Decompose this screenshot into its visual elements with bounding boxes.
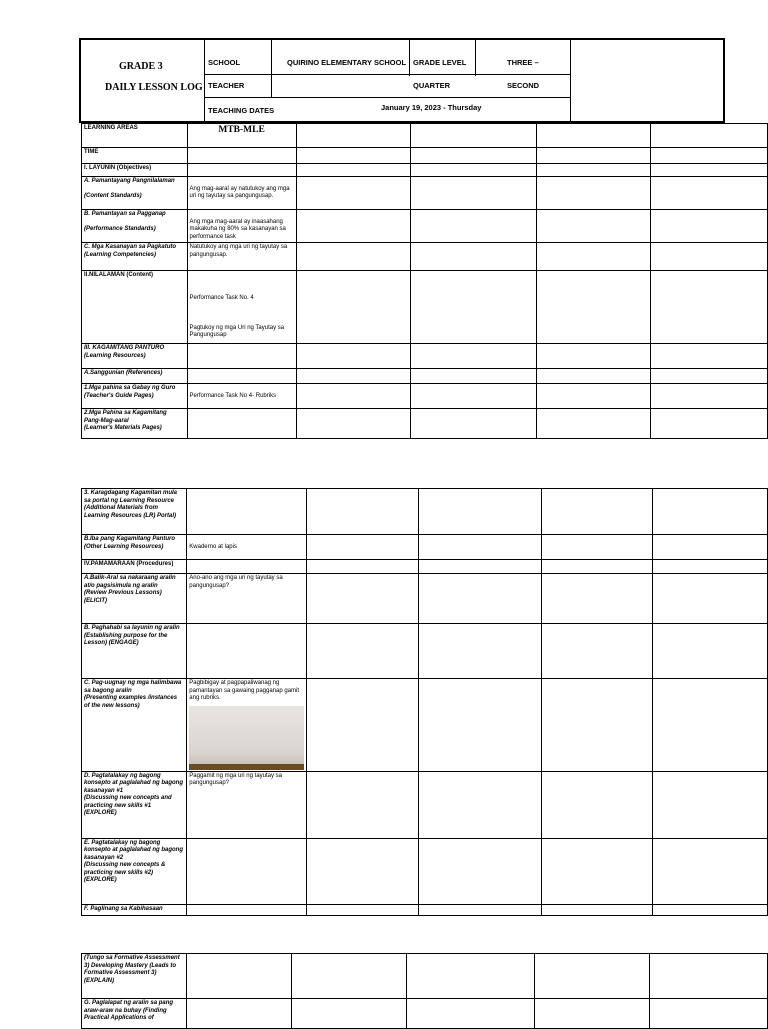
empty-cell	[307, 904, 418, 915]
row-value	[187, 904, 307, 915]
table-row	[82, 574, 768, 624]
row-label-a-sanggunian-references: A.Sanggunian (References)	[82, 369, 188, 384]
empty-cell	[296, 384, 410, 409]
row-label-1-mga-pahina-sa-gabay-ng-guro-teacher-s-: 1.Mga pahina sa Gabay ng Guro (Teacher's Guide Pages)	[82, 384, 188, 409]
row-label-c-pag-uugnay-ng-mga-halimbawa-sa-bagong-: C. Pag-uugnay ng mga halimbawa sa bagong aralin (Presenting examples /instances of the new lessons)	[82, 679, 187, 772]
empty-cell	[296, 177, 410, 210]
row-value-text: Ang mag-aaral ay natutukoy ang mga uri ng tayutay sa pangungusap.	[189, 185, 290, 199]
row-label-c-mga-kasanayan-sa-pagkatuto-learning-co: C. Mga Kasanayan sa Pagkatuto (Learning Competencies)	[82, 243, 188, 271]
table-row	[82, 148, 768, 164]
empty-cell	[410, 271, 536, 344]
table-row	[82, 369, 768, 384]
empty-cell	[536, 384, 650, 409]
grade-heading: GRADE 3	[119, 61, 163, 72]
empty-cell	[541, 624, 652, 679]
empty-cell	[418, 679, 541, 772]
empty-cell	[410, 344, 536, 369]
row-value-text: Paggamit ng mga uri ng tayutay sa pangungusap?	[189, 772, 282, 786]
row-value	[187, 409, 296, 439]
empty-cell	[407, 999, 534, 1029]
row-value	[187, 177, 296, 210]
row-value	[187, 164, 296, 177]
table-row	[82, 177, 768, 210]
row-value	[187, 489, 307, 535]
teaching-dates-label: TEACHING DATES	[208, 106, 275, 115]
empty-cell	[650, 344, 767, 369]
empty-cell	[536, 369, 650, 384]
empty-cell	[407, 954, 534, 999]
empty-cell	[410, 124, 536, 148]
empty-cell	[296, 148, 410, 164]
empty-cell	[307, 560, 418, 574]
empty-cell	[410, 177, 536, 210]
row-value-text: Ano-ano ang mga uri ng tayutay sa pangungusap?	[189, 575, 283, 589]
empty-cell	[649, 954, 767, 999]
row-value	[187, 344, 296, 369]
empty-cell	[418, 624, 541, 679]
empty-cell	[653, 679, 768, 772]
empty-cell	[307, 535, 418, 560]
lesson-log-header	[79, 38, 725, 123]
row-label-time: TIME	[82, 148, 188, 164]
empty-cell	[534, 999, 649, 1029]
row-label-tungo-sa-formative-assessment-3-developi: (Tungo sa Formative Assessment 3) Developing Mastery (Leads to Formative Assessment 3) (EXPLAIN)	[82, 954, 187, 999]
row-value	[187, 574, 307, 624]
row-value-text: Ang mga mag-aaral ay inaasahang makakuha ng 80% sa kasanayan sa performance task	[189, 218, 286, 240]
table-row	[82, 999, 768, 1029]
empty-cell	[410, 243, 536, 271]
empty-cell	[410, 210, 536, 243]
lesson-table-section-2	[81, 488, 768, 916]
row-value	[187, 384, 296, 409]
empty-cell	[307, 489, 418, 535]
empty-cell	[650, 124, 767, 148]
grade-level-value: THREE –	[507, 58, 539, 67]
empty-cell	[541, 838, 652, 904]
table-row	[82, 679, 768, 772]
row-value	[187, 999, 292, 1029]
empty-cell	[653, 838, 768, 904]
table-row	[82, 954, 768, 999]
empty-cell	[292, 954, 407, 999]
empty-cell	[650, 271, 767, 344]
row-label-b-iba-pang-kagamitang-panturo-other-lear: B.Iba pang Kagamitang Panturo (Other Learning Resources)	[82, 535, 187, 560]
empty-cell	[418, 574, 541, 624]
empty-cell	[653, 771, 768, 838]
row-label-3-karagdagang-kagamitan-mula-sa-portal-n: 3. Karagdagang Kagamitan mula sa portal ng Learning Resource (Additional Materials from Learning Resources (LR) Portal)	[82, 489, 187, 535]
quarter-value: SECOND	[507, 81, 540, 90]
table-row	[82, 243, 768, 271]
row-value-text: Performance Task No. 4 Pagtukoy ng mga Uri ng Tayutay sa Pangungusap	[189, 294, 285, 338]
empty-cell	[296, 369, 410, 384]
row-label-d-pagtatalakay-ng-bagong-konsepto-at-pag: D. Pagtatalakay ng bagong konsepto at paglalahad ng bagong kasanayan #1 (Discussing new concepts and practicing new skills #1 (EXPLORE)	[82, 771, 187, 838]
lesson-photo	[189, 706, 304, 770]
empty-cell	[418, 560, 541, 574]
empty-cell	[410, 148, 536, 164]
empty-cell	[650, 148, 767, 164]
empty-cell	[653, 535, 768, 560]
row-value	[187, 560, 307, 574]
row-label-learning-areas: LEARNING AREAS	[82, 124, 188, 148]
school-value: QUIRINO ELEMENTARY SCHOOL	[287, 58, 407, 67]
empty-cell	[292, 999, 407, 1029]
row-value	[187, 535, 307, 560]
empty-cell	[541, 574, 652, 624]
empty-cell	[650, 164, 767, 177]
empty-cell	[541, 535, 652, 560]
empty-cell	[296, 210, 410, 243]
lesson-table-section-3	[81, 953, 768, 1029]
empty-cell	[653, 904, 768, 915]
quarter-label: QUARTER	[413, 81, 451, 90]
empty-cell	[296, 124, 410, 148]
row-value-text: Pagbibigay at pagpapaliwanag ng pamantayan sa gawaing pagganap gamit ang rubriks.	[189, 680, 300, 701]
table-row	[82, 904, 768, 915]
empty-cell	[536, 177, 650, 210]
row-label-iv-pamamaraan-procedures: IV.PAMAMARAAN (Procedures)	[82, 560, 187, 574]
empty-cell	[650, 409, 767, 439]
subject-cell	[187, 124, 296, 148]
row-value	[187, 954, 292, 999]
empty-cell	[541, 679, 652, 772]
empty-cell	[653, 489, 768, 535]
empty-cell	[536, 210, 650, 243]
table-row	[82, 384, 768, 409]
empty-cell	[536, 164, 650, 177]
row-label-i-layunin-objectives: I. LAYUNIN (Objectives)	[82, 164, 188, 177]
table-row	[82, 124, 768, 148]
row-label-ii-nilalaman-content: II.NILALAMAN (Content)	[82, 271, 188, 344]
empty-cell	[307, 624, 418, 679]
row-label-g-paglalapat-ng-aralin-sa-pang-araw-araw: G. Paglalapat ng aralin sa pang araw-araw na buhay (Finding Practical Applications of	[82, 999, 187, 1029]
row-label-e-pagtatalakay-ng-bagong-konsepto-at-pag: E. Pagtatalakay ng bagong konsepto at paglalahad ng bagong kasanayan #2 (Discussing new concepts & practicing new skills #2) (EXPLORE)	[82, 838, 187, 904]
empty-cell	[307, 771, 418, 838]
empty-cell	[296, 271, 410, 344]
empty-cell	[296, 164, 410, 177]
teaching-dates-value: January 19, 2023 - Thursday	[381, 103, 482, 112]
empty-cell	[650, 384, 767, 409]
row-label-a-pamantayang-pangnilalaman-content-stan: A. Pamantayang Pangnilalaman (Content Standards)	[82, 177, 188, 210]
empty-cell	[536, 409, 650, 439]
empty-cell	[418, 771, 541, 838]
row-label-iii-kagamitang-panturo-learning-resource: III. KAGAMITANG PANTURO (Learning Resources)	[82, 344, 188, 369]
row-label-f-paglinang-sa-kabihasaan: F. Paglinang sa Kabihasaan	[82, 904, 187, 915]
table-row	[82, 771, 768, 838]
row-label-2-mga-pahina-sa-kagamitang-pang-mag-aara: 2.Mga Pahina sa Kagamitang Pang-Mag-aaral (Learner's Materials Pages)	[82, 409, 188, 439]
table-row	[82, 560, 768, 574]
row-value	[187, 771, 307, 838]
row-value	[187, 679, 307, 772]
empty-cell	[653, 560, 768, 574]
table-row	[82, 210, 768, 243]
empty-cell	[410, 409, 536, 439]
table-row	[82, 624, 768, 679]
row-label-b-pamantayan-sa-pagganap-performance-sta: B. Pamantayan sa Pagganap (Performance Standards)	[82, 210, 188, 243]
table-row	[82, 271, 768, 344]
empty-cell	[418, 904, 541, 915]
empty-cell	[307, 574, 418, 624]
empty-cell	[653, 574, 768, 624]
row-value-text: Natutukoy ang mga uri ng tayutay sa pangungusap.	[189, 244, 288, 258]
empty-cell	[536, 243, 650, 271]
empty-cell	[307, 838, 418, 904]
empty-cell	[541, 904, 652, 915]
empty-cell	[541, 560, 652, 574]
table-row	[82, 489, 768, 535]
empty-cell	[541, 771, 652, 838]
table-row	[82, 344, 768, 369]
log-title: DAILY LESSON LOG	[105, 82, 203, 93]
table-row	[82, 164, 768, 177]
lesson-table-section-1	[81, 123, 768, 439]
row-value	[187, 624, 307, 679]
empty-cell	[649, 999, 767, 1029]
empty-cell	[534, 954, 649, 999]
grade-level-label: GRADE LEVEL	[413, 58, 467, 67]
empty-cell	[410, 164, 536, 177]
empty-cell	[296, 243, 410, 271]
table-row	[82, 838, 768, 904]
school-label: SCHOOL	[208, 58, 241, 67]
empty-cell	[650, 243, 767, 271]
empty-cell	[418, 838, 541, 904]
row-value	[187, 148, 296, 164]
empty-cell	[653, 624, 768, 679]
empty-cell	[410, 369, 536, 384]
row-value	[187, 210, 296, 243]
empty-cell	[536, 271, 650, 344]
empty-cell	[418, 489, 541, 535]
table-row	[82, 535, 768, 560]
table-row	[82, 409, 768, 439]
empty-cell	[418, 535, 541, 560]
teacher-label: TEACHER	[208, 81, 245, 90]
empty-cell	[650, 210, 767, 243]
empty-cell	[307, 679, 418, 772]
row-label-b-paghahabi-sa-layunin-ng-aralin-establi: B. Paghahabi sa layunin ng aralin (Establishing purpose for the Lesson) (ENGAGE)	[82, 624, 187, 679]
row-value	[187, 271, 296, 344]
empty-cell	[536, 124, 650, 148]
row-value	[187, 243, 296, 271]
row-label-a-balik-aral-sa-nakaraang-aralin-at-o-pa: A.Balik-Aral sa nakaraang aralin at/o pagsisimula ng aralin (Review Previous Lessons) (ELICIT)	[82, 574, 187, 624]
empty-cell	[541, 489, 652, 535]
empty-cell	[536, 148, 650, 164]
empty-cell	[650, 369, 767, 384]
row-value-text: Kwaderno at lapis	[189, 543, 237, 550]
empty-cell	[536, 344, 650, 369]
row-value	[187, 838, 307, 904]
empty-cell	[296, 344, 410, 369]
row-value-text: Performance Task No 4- Rubriks	[189, 392, 277, 399]
empty-cell	[650, 177, 767, 210]
empty-cell	[296, 409, 410, 439]
subject-title: MTB-MLE	[218, 125, 265, 135]
row-value	[187, 369, 296, 384]
empty-cell	[410, 384, 536, 409]
